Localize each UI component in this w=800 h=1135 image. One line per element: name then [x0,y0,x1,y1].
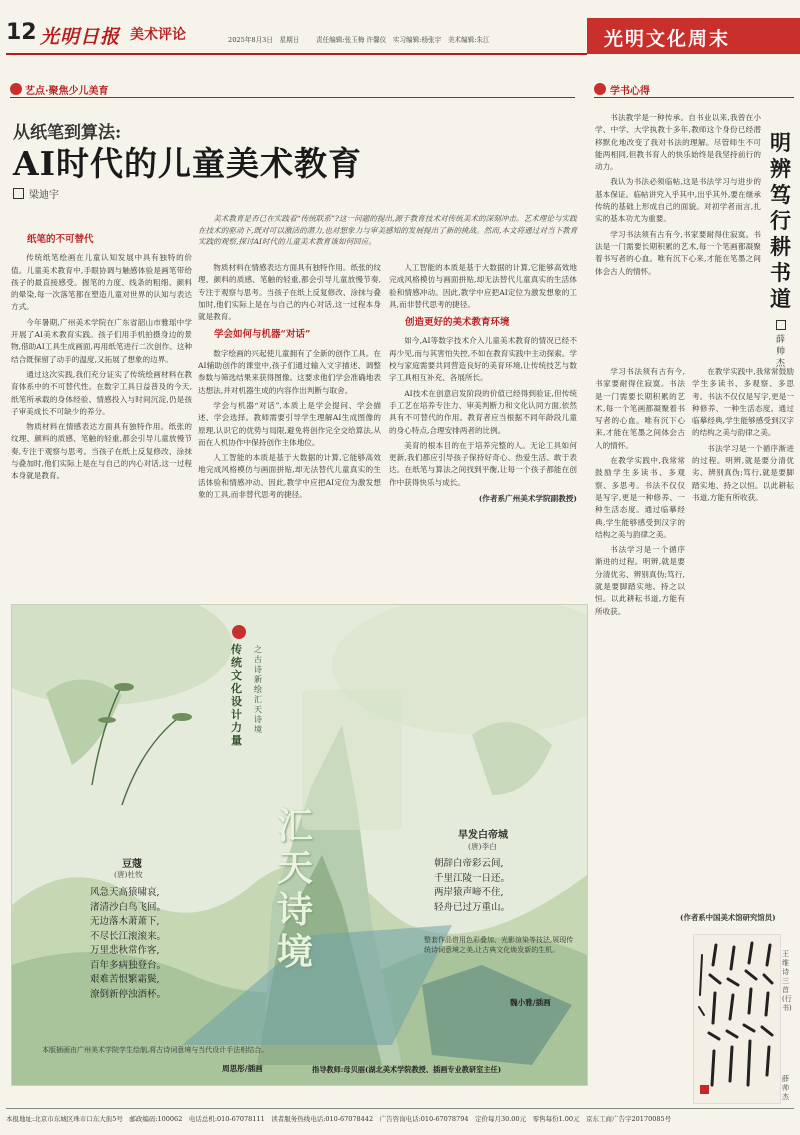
paragraph: AI技术在创意启发阶段的价值已经得到验证,但传统手工艺在培养专注力、审美判断力和文化认同方面,依然具有不可替代的作用。教育者应当根据不同年龄段儿童的身心特点,合理安排两者的比例。 [389,388,577,435]
author-box-icon [776,320,786,330]
side-column-label: 学书心得 [610,86,650,97]
section-heading: 创造更好的美术教育环境 [405,317,510,329]
lead-paragraph: 美术教育是否已在实践着“传统联系”?这一问题的提出,源于教育技术对传统美术的深刻冲击。艺术理论与实践在技术的驱动下,既对可以激活的潜力,也对想象力与审美感知的发展提出了新的挑战。然而,本文将通过对当下教育实践的观察,探讨AI时代的儿童美术教育该如何回应。 [198,214,578,247]
paragraph: 人工智能的本质是基于大数据的计算,它能够高效地完成风格模仿与画面拼贴,却无法替代儿童真实的生活体验和情感冲动。因此,教学中应把AI定位为激发想象的工具,而非替代思考的捷径。 [198,453,381,500]
footer-info: 本报地址:北京市东城区珠市口东大街5号 邮政编码:100062 电话总机:010-67078111 读者服务热线电话:010-67078442 广告咨询电话:010-67078794 定价每月30.00元 零售每份1.00元 京东工商广告字20170085号 [6,1115,672,1123]
poem-line: 渚清沙白鸟飞回。 [90,901,167,913]
page-number: 12 [6,20,37,45]
poetry-big-title: 汇天诗境 [277,805,314,973]
column-label: 艺点·聚焦少儿美育 [25,86,109,97]
poem-line: 两岸猿声啼不住, [434,887,504,898]
author-box-icon [13,188,24,199]
poem1-title: 豆蔻 [122,859,142,870]
author-name: 梁迪宇 [29,190,59,201]
paragraph: 数字绘画的兴起使儿童拥有了全新的创作工具。在AI辅助创作的课堂中,孩子们通过输入文字描述、调整参数与筛选结果来获得图像。这要求他们学会准确地表达想法,并对机器生成的内容作出判断与取舍。 [198,348,381,395]
side-author [776,320,788,370]
footer-rule [6,1108,794,1109]
paragraph: 今年暑期,广州美术学院在广东省韶山市雅瑶中学开展了AI美术教育实践。孩子们用手机拍摄身边的景物,借助AI工具生成画面,再用纸笔进行二次创作。这种结合既保留了动手的温度,又拓展了想象的边界。 [11,317,192,364]
calligraphy-author: 薛帅杰 [782,1075,789,1101]
side-column-2 [595,366,685,926]
paragraph: 如今,AI等数字技术介入儿童美术教育的情况已经不再少见,而与其害怕失控,不如在教育实践中主动探索。学校与家庭需要共同营造良好的美育环境,让传统技艺与数字工具相互补充、各展所长。 [389,336,577,383]
issue-date: 2025年8月3日 星期日 [228,36,300,44]
poem-line: 朝辞白帝彩云间, [434,858,504,869]
paragraph: 物质材料在情感表达方面具有独特作用。纸张的纹理、颜料的质感、笔触的轻重,都会引导儿童放慢节奏,专注于观察与思考。当孩子在纸上反复修改、涂抹与叠加时,他们实际上是在与自己的内心对话,这一过程本身就是教育。 [198,263,381,322]
paragraph: 书法教学是一种传承。自书业以来,我曾在小学、中学、大学执教十多年,教师这个身份已经潜移默化地改变了我对书法的理解。尽管师生不可能两相同,但教书育人的快乐始终是我坚持前行的动力。 [595,113,761,172]
paragraph: 人工智能的本质是基于大数据的计算,它能够高效地完成风格模仿与画面拼贴,却无法替代儿童真实的生活体验和情感冲动。因此,教学中应把AI定位为激发想象的工具,而非替代思考的捷径。 [389,263,577,309]
paragraph: 物质材料在情感表达方面具有独特作用。纸张的纹理、颜料的质感、笔触的轻重,都会引导儿童放慢节奏,专注于观察与思考。当孩子在纸上反复修改、涂抹与叠加时,他们实际上是在与自己的内心对话,这一过程本身就是教育。 [11,422,192,481]
side-column-badge [594,83,606,95]
poem-line: 万里悲秋常作客, [90,945,160,956]
section-heading: 学会如何与机器“对话” [214,329,311,341]
paragraph: 在教学实践中,我常常鼓励学生多读书、多观察、多思考。书法不仅仅是写字,更是一种修养、一种生活态度。通过临摹经典,学生能够感受到汉字的结构之美与韵律之美。 [692,367,794,438]
side-column-rule [594,97,794,98]
poem1-lines [90,886,210,1002]
poem-line: 潦倒新停浊酒杯。 [90,988,167,1000]
side-title: 明辨笃行耕书道 [770,130,791,311]
section-label: 美术评论 [130,27,186,43]
poetry-column-title: 传统文化 设计力量 [231,643,242,747]
illustrator-2: 魏小雅/插画 [510,998,551,1007]
newspaper-logo: 光明日报 [40,26,121,48]
caption-2: 整套作品借用色彩叠加、光影渲染等技法,展现传统诗词意境之美,让古典文化焕发新的生机。 [424,936,574,954]
article-kicker: 从纸笔到算法: [13,123,122,143]
paragraph: 我认为书法必须临帖,这是书法学习与进步的基本保证。临帖讲究入乎其中,出乎其外,要在继承传统的基础上形成自己的面貌。对初学者而言,扎实的基本功尤为重要。 [595,177,761,224]
calligraphy-artwork [693,934,781,1104]
paragraph: 通过这次实践,我们充分证实了传统绘画材料在教育体系中的不可替代性。在数字工具日益普及的今天,纸笔所承载的身体经验、情感投入与时间沉淀,仍是孩子审美成长不可缺少的养分。 [11,369,192,416]
poem2-lines [434,857,554,915]
paragraph: 书法学习是一个循序渐进的过程。明辨,就是要分清优劣、辨别真伪;笃行,就是要脚踏实地、持之以恒。以此耕耘书道,方能有所收获。 [595,545,685,616]
paragraph: 美育的根本目的在于培养完整的人。无论工具如何更新,我们都应引导孩子保持好奇心、热爱生活、敢于表达。在纸笔与算法之间找到平衡,让每一个孩子都能在创作中获得快乐与成长。 [389,440,577,487]
author-note: (作者系广州美术学院副教授) [478,494,577,504]
side-author-note: (作者系中国美术馆研究馆员) [680,913,776,922]
poem1-author: (唐)杜牧 [114,870,143,879]
poem-line: 千里江陵一日还。 [434,872,511,884]
poem-line: 百年多病独登台。 [90,959,167,971]
article-column-2 [198,262,381,583]
poem-line: 不尽长江滚滚来。 [90,930,167,942]
poem-line: 艰难苦恨繁霜鬓, [90,974,160,985]
editors-line: 责任编辑:张玉梅 许馨仪 实习编辑:杨张宇 美术编辑:朱江 [316,36,490,44]
side-column-3 [692,366,794,886]
column-badge [10,83,22,95]
poetry-subtitle: 之古诗新绘 汇天诗境 [254,645,262,734]
poem-line: 风急天高猿啸哀, [90,887,160,898]
paragraph: 传统纸笔绘画在儿童认知发展中具有独特的价值。儿童美术教育中,手眼协调与触感体验是画笔带给孩子的最直接感受。握笔的力度、线条的粗细、颜料的晕染,每一次落笔都在塑造儿童对世界的认知与表达方式。 [11,253,192,312]
section-heading: 纸笔的不可替代 [27,234,94,245]
calligraphy-strokes [694,935,780,1103]
caption-1: 本版插画由广州美术学院学生绘制,将古诗词意境与当代设计手法相结合。 [42,1046,269,1054]
article-column-3 [389,262,577,583]
paragraph: 学习书法须有古有今,书家要耐得住寂寞。书法是一门需要长期积累的艺术,每一个笔画都凝聚着书写者的心血。唯有沉下心来,才能在笔墨之间体会古人的情怀。 [595,367,685,450]
article-column-1 [11,226,192,583]
paragraph: 书法学习是一个循序渐进的过程。明辨,就是要分清优劣、辨别真伪;笃行,就是要脚踏实地、持之以恒。以此耕耘书道,方能有所收获。 [692,443,794,502]
side-column-1 [595,112,761,362]
header-rule [6,53,587,55]
illustrator-1: 周思彤/插画 [222,1064,263,1073]
paragraph: 学习书法须有古有今,书家要耐得住寂寞。书法是一门需要长期积累的艺术,每一个笔画都凝聚着书写者的心血。唯有沉下心来,才能在笔墨之间体会古人的情怀。 [595,229,761,276]
author-byline [13,186,59,201]
article-title: AI时代的儿童美术教育 [13,144,363,183]
side-author-name: 薛帅杰 [776,335,786,369]
poem2-title: 早发白帝城 [458,830,508,841]
poem2-author: (唐)李白 [468,842,497,851]
poem-line: 轻舟已过万重山。 [434,901,511,913]
poetry-column-badge [232,625,246,639]
weekly-title: 光明文化周末 [604,28,731,50]
poetry-panel [11,604,588,1086]
calligraphy-caption: 王维诗三首(行书) [782,950,792,1012]
paragraph: 学会与机器“对话”,本质上是学会提问、学会描述、学会选择。教师需要引导学生理解AI生成图像的原理,认识它的优势与局限,避免将创作完全交给算法,从而在人机协作中保持创作主体地位。 [198,400,381,447]
poem-line: 无边落木萧萧下, [90,916,160,927]
paragraph: 在教学实践中,我常常鼓励学生多读书、多观察、多思考。书法不仅仅是写字,更是一种修养、一种生活态度。通过临摹经典,学生能够感受到汉字的结构之美与韵律之美。 [595,456,685,539]
column-rule [10,97,575,98]
guide-credit: 指导教师:母贝丽(湖北美术学院教授、插画专业教研室主任) [312,1065,502,1074]
